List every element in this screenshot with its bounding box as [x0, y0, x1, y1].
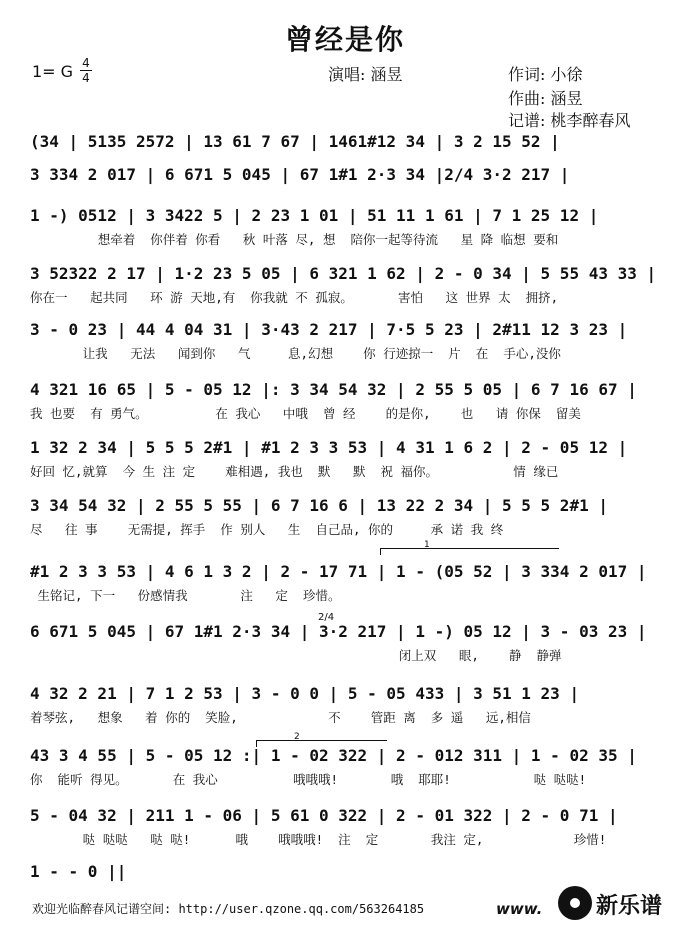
notation-line: 1 32 2 34 | 5 5 5 2#1 | #1 2 3 3 53 | 4 31 1 6 2 | 2 - 05 12 | [30, 438, 628, 457]
meter-bottom: 4 [82, 71, 90, 85]
footer-www: www. [496, 900, 543, 918]
song-title: 曾经是你 [284, 23, 405, 56]
site-logo [558, 886, 684, 922]
notation-line: 3 - 0 23 | 44 4 04 31 | 3·43 2 217 | 7·5 5 23 | 2#11 12 3 23 | [30, 320, 628, 339]
notation-line: 4 321 16 65 | 5 - 05 12 |: 3 34 54 32 | 2 55 5 05 | 6 7 16 67 | [30, 380, 637, 399]
lyric-line: 让我 无法 闻到你 气 息,幻想 你 行迹掠一 片 在 手心,没你 [30, 346, 561, 361]
notation-line: 43 3 4 55 | 5 - 05 12 :| 1 - 02 322 | 2 - 012 311 | 1 - 02 35 | [30, 746, 637, 765]
notation-line: 3 52322 2 17 | 1·2 23 5 05 | 6 321 1 62 | 2 - 0 34 | 5 55 43 33 | [30, 264, 657, 283]
lyric-line: 想牵着 你伴着 你看 秋 叶落 尽, 想 陪你一起等待流 星 降 临想 要和 [30, 232, 559, 247]
lyric-line: 生铭记, 下一 份感情我 注 定 珍惜。 [30, 588, 341, 603]
lyric-line: 闭上双 眼, 静 静弹 [30, 648, 562, 663]
volta-bracket-2 [256, 740, 387, 747]
notation-line: 1 - - 0 || [30, 862, 127, 881]
lyric-line: 你 能听 得见。 在 我心 哦哦哦! 哦 耶耶! 哒 哒哒! [30, 772, 587, 787]
notation-line: 3 34 54 32 | 2 55 5 55 | 6 7 16 6 | 13 22 2 34 | 5 5 5 2#1 | [30, 496, 608, 515]
lyric-line: 你在一 起共同 环 游 天地,有 你我就 不 孤寂。 害怕 这 世界 太 拥挤, [30, 290, 559, 305]
lyricist-credit: 作词: 小徐 [508, 65, 583, 84]
notation-line: 4 32 2 21 | 7 1 2 53 | 3 - 0 0 | 5 - 05 433 | 3 51 1 23 | [30, 684, 580, 703]
notation-line: 6 671 5 045 | 67 1#1 2·3 34 | 3·2 217 | 1 -) 05 12 | 3 - 03 23 | [30, 622, 647, 641]
volta-bracket-1 [380, 548, 559, 555]
notation-line: #1 2 3 3 53 | 4 6 1 3 2 | 2 - 17 71 | 1 - (05 52 | 3 334 2 017 | [30, 562, 647, 581]
key-signature: 1= G [32, 62, 74, 81]
meter-top: 4 [82, 56, 90, 70]
notation-line: 1 -) 0512 | 3 3422 5 | 2 23 1 01 | 51 11 1 61 | 7 1 25 12 | [30, 206, 599, 225]
volta-1-label: 1 [424, 540, 430, 550]
composer-credit: 作曲: 涵昱 [508, 89, 583, 108]
notation-line: 5 - 04 32 | 211 1 - 06 | 5 61 0 322 | 2 - 01 322 | 2 - 0 71 | [30, 806, 618, 825]
notation-line: 3 334 2 017 | 6 671 5 045 | 67 1#1 2·3 34 |2/4 3·2 217 | [30, 165, 570, 184]
lyric-line: 尽 往 事 无需提, 挥手 作 别人 生 自己品, 你的 承 诺 我 终 [30, 522, 504, 537]
transcriber-credit: 记谱: 桃李醉春风 [508, 111, 631, 130]
volta-2-label: 2 [294, 732, 300, 742]
notation-line: (34 | 5135 2572 | 13 61 7 67 | 1461#12 34 | 3 2 15 52 | [30, 132, 560, 151]
lyric-line: 好回 忆,就算 今 生 注 定 难相遇, 我也 默 默 祝 福你。 情 缘已 [30, 464, 559, 479]
lyric-line: 哒 哒哒 哒 哒! 哦 哦哦哦! 注 定 我注 定, 珍惜! [30, 832, 607, 847]
footer-text: 欢迎光临醉春风记谱空间: http://user.qzone.qq.com/563264185 [32, 902, 425, 916]
meter-change-marker: 2/4 [318, 612, 335, 623]
time-signature [80, 57, 92, 84]
music-disc-icon [558, 886, 592, 920]
lyric-line: 着琴弦, 想象 着 你的 笑脸, 不 管距 离 多 遥 远,相信 [30, 710, 531, 725]
lyric-line: 我 也要 有 勇气。 在 我心 中哦 曾 经 的是你, 也 请 你保 留美 [30, 406, 581, 421]
logo-text: 新乐谱 [596, 894, 663, 919]
singer-credit: 演唱: 涵昱 [328, 65, 403, 84]
